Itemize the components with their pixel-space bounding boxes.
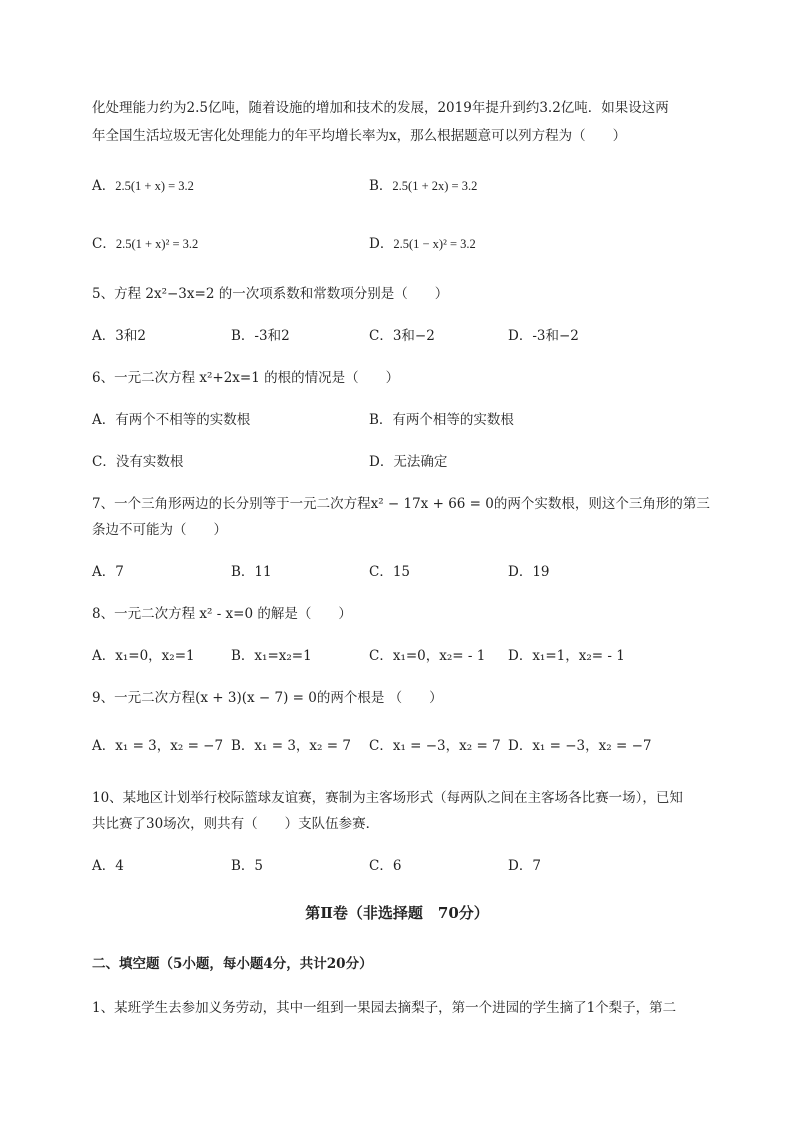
option-label: A． (92, 178, 116, 194)
q5-option-b: B．-3和2 (231, 328, 290, 344)
q5-option-c: C．3和−2 (369, 328, 435, 344)
q9-option-d: D．x₁ = −3，x₂ = −7 (508, 738, 652, 754)
option-formula: 2.5(1 + x)² = 3.2 (115, 237, 199, 251)
q10-option-d: D．7 (508, 858, 541, 874)
q7-stem-line-1: 7、一个三角形两边的长分别等于一元二次方程x² − 17x + 66 = 0的两个实数根，则这个三角形的第三 (92, 496, 710, 512)
q6-stem: 6、一元二次方程 x²+2x=1 的根的情况是（ ） (92, 370, 400, 386)
q5-option-a: A．3和2 (92, 328, 146, 344)
q4-stem-line-2: 年全国生活垃圾无害化处理能力的年平均增长率为x，那么根据题意可以列方程为（ ） (92, 128, 627, 144)
q9-option-c: C．x₁ = −3，x₂ = 7 (369, 738, 501, 754)
q8-stem: 8、一元二次方程 x² - x=0 的解是（ ） (92, 606, 352, 622)
q9-option-a: A．x₁ = 3，x₂ = −7 (92, 738, 224, 754)
q5-option-d: D．-3和−2 (508, 328, 579, 344)
option-formula: 2.5(1 + 2x) = 3.2 (392, 179, 478, 193)
q10-option-a: A．4 (92, 858, 124, 874)
q7-option-a: A．7 (92, 564, 124, 580)
q4-option-b (369, 176, 477, 196)
q8-option-c: C．x₁=0，x₂= - 1 (369, 648, 486, 664)
q6-option-d: D．无法确定 (369, 454, 448, 470)
q4-option-a (92, 176, 194, 196)
q4-option-d (369, 234, 476, 254)
fill-q1-stem-line-1: 1、某班学生去参加义务劳动，其中一组到一果园去摘梨子，第一个进园的学生摘了1个梨子，第二 (92, 1000, 677, 1016)
q8-option-d: D．x₁=1，x₂= - 1 (508, 648, 625, 664)
q8-option-a: A．x₁=0，x₂=1 (92, 648, 195, 664)
q4-option-c (92, 234, 198, 254)
q6-option-a: A．有两个不相等的实数根 (92, 412, 251, 428)
q6-option-c: C．没有实数根 (92, 454, 184, 470)
q8-option-b: B．x₁=x₂=1 (231, 648, 312, 664)
q10-option-c: C．6 (369, 858, 402, 874)
q10-option-b: B．5 (231, 858, 264, 874)
option-label: D． (369, 236, 394, 252)
section-heading-fill-in: 二、填空题（5小题，每小题4分，共计20分） (92, 956, 373, 972)
q7-option-b: B．11 (231, 564, 272, 580)
q9-stem: 9、一元二次方程(x + 3)(x − 7) = 0的两个根是 （ ） (92, 690, 443, 706)
option-formula: 2.5(1 − x)² = 3.2 (393, 237, 476, 251)
q7-option-d: D．19 (508, 564, 550, 580)
q6-option-b: B．有两个相等的实数根 (369, 412, 514, 428)
option-label: C． (92, 236, 116, 252)
q10-stem-line-1: 10、某地区计划举行校际篮球友谊赛，赛制为主客场形式（每两队之间在主客场各比赛一场），已知 (92, 790, 683, 806)
option-formula: 2.5(1 + x) = 3.2 (115, 179, 194, 193)
q7-stem-line-2: 条边不可能为（ ） (92, 522, 227, 538)
q4-stem-line-1: 化处理能力约为2.5亿吨，随着设施的增加和技术的发展，2019年提升到约3.2亿吨．如果设这两 (92, 100, 669, 116)
q10-stem-line-2: 共比赛了30场次，则共有（ ）支队伍参赛． (92, 816, 380, 832)
q9-option-b: B．x₁ = 3，x₂ = 7 (231, 738, 351, 754)
part-2-title: 第Ⅱ卷（非选择题 70分） (305, 904, 489, 922)
q5-stem: 5、方程 2x²−3x=2 的一次项系数和常数项分别是（ ） (92, 286, 449, 302)
option-label: B． (369, 178, 393, 194)
q7-option-c: C．15 (369, 564, 411, 580)
